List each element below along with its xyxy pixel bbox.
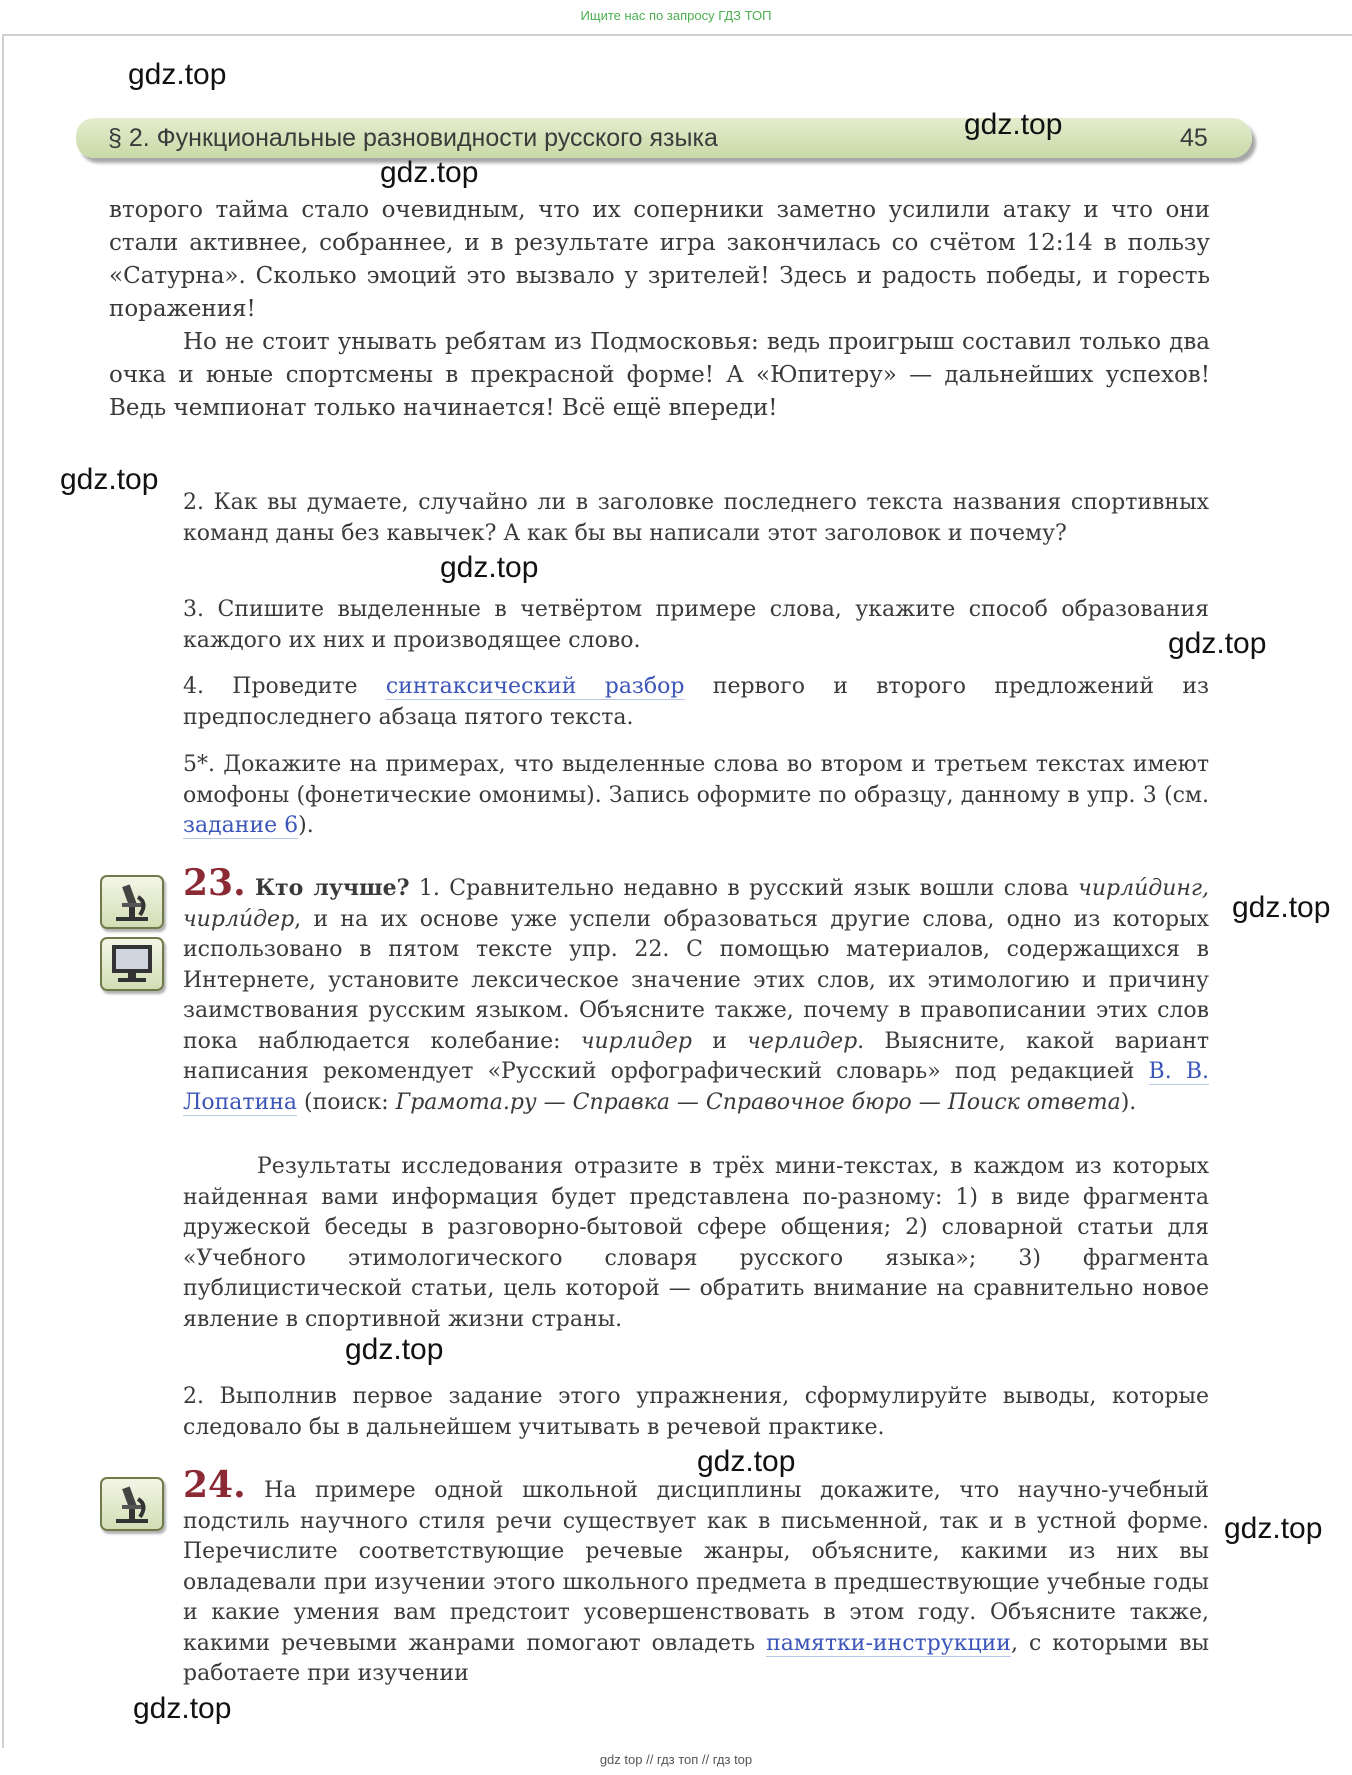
- computer-icon: [100, 937, 164, 991]
- watermark: gdz.top: [964, 108, 1063, 141]
- task-2: 2. Как вы думаете, случайно ли в заголовке последнего текста названия спортивных команд даны без кавычек? А как бы вы написали этот заголовок и почему?: [183, 490, 1209, 546]
- exercise-number: 24.: [183, 1464, 246, 1506]
- watermark: gdz.top: [345, 1333, 444, 1366]
- task-5: 5*. Докажите на примерах, что выделенные слова во втором и третьем текстах имеют омофоны (фонетические омонимы). Запись оформите по образцу, данному в упр. 3 (см. задание 6).: [183, 752, 1209, 838]
- instructions-link[interactable]: памятки-инструкции: [766, 1630, 1011, 1656]
- watermark: gdz.top: [133, 1692, 232, 1725]
- exercise-23: 23. Кто лучше? 1. Сравнительно недавно в русский язык вошли слова чирлúдинг, чирлúдер, и на их основе уже успели образоваться другие слова, одно из которых использовано в пятом тексте упр. 22. С помощью материалов, содержащихся в Интернете, установите лексическое значение этих слов, их этимологию и причину заимствования русским языком. Объясните также, почему в правописании этих слов пока наблюдается колебание: чирлидер и черлидер. Выясните, какой вариант написания рекомендует «Русский орфографический словарь» под редакцией В. В. Лопатина (поиск: Грамота.ру — Справка — Справочное бюро — Поиск ответа).: [183, 862, 1209, 1115]
- lopatin-link[interactable]: В. В. Лопатина: [183, 1059, 1209, 1115]
- exercise-23-task-2: 2. Выполнив первое задание этого упражнения, сформулируйте выводы, которые следовало бы в дальнейшем учитывать в речевой практике.: [183, 1384, 1209, 1440]
- exercise-number: 23.: [183, 862, 246, 904]
- exercise-24: 24. На примере одной школьной дисциплины докажите, что научно-учебный подстиль научного стиля речи существует как в письменной, так и в устной форме. Перечислите соответствующие речевые жанры, объясните, какими из них вы овладевали при изучении этого школьного предмета в предшествующие учебные годы и какие умения вам предстоит усовершенствовать в этом году. Объясните также, какими речевыми жанрами помогают овладеть памятки-инструкции, с которыми вы работаете при изучении: [183, 1464, 1209, 1686]
- paragraph: Но не стоит унывать ребятам из Подмосковья: ведь проигрыш составил только два очка и юные спортсмены в прекрасной форме! А «Юпитеру» — дальнейших успехов! Ведь чемпионат только начинается! Всё ещё впереди!: [109, 329, 1210, 421]
- footer: gdz top // гдз топ // гдз top: [599, 1752, 753, 1767]
- exercise-23-paragraph: Результаты исследования отразите в трёх мини-текстах, в каждом из которых найденная вами информация будет представлена по-разному: 1) в виде фрагмента дружеской беседы в разговорно-бытовой сфере общения; 2) словарной статьи для «Учебного этимологического словаря русского языка»; 3) фрагмента публицистической статьи, цель которой — обратить внимание на сравнительно новое явление в спортивной жизни страны.: [183, 1154, 1209, 1332]
- microscope-icon: [100, 1477, 164, 1531]
- assignment-6-link[interactable]: задание 6: [183, 813, 299, 838]
- watermark: gdz.top: [380, 156, 479, 189]
- watermark: gdz.top: [697, 1445, 796, 1478]
- watermark: gdz.top: [1232, 891, 1331, 924]
- watermark: gdz.top: [128, 58, 227, 91]
- watermark: gdz.top: [440, 551, 539, 584]
- section-title: § 2. Функциональные разновидности русского языка: [108, 124, 718, 152]
- syntax-analysis-link[interactable]: синтаксический разбор: [385, 674, 685, 699]
- microscope-icon: [100, 875, 164, 929]
- watermark: gdz.top: [1224, 1512, 1323, 1545]
- watermark: gdz.top: [60, 463, 159, 496]
- page-number: 45: [1180, 124, 1208, 152]
- task-3: 3. Спишите выделенные в четвёртом примере слова, укажите способ образования каждого их них и производящее слово.: [183, 597, 1209, 653]
- top-banner[interactable]: Ищите нас по запросу ГДЗ ТОП: [580, 8, 772, 23]
- watermark: gdz.top: [1168, 627, 1267, 660]
- task-4: 4. Проведите синтаксический разбор первого и второго предложений из предпоследнего абзаца пятого текста.: [183, 674, 1210, 730]
- paragraph: второго тайма стало очевидным, что их соперники заметно усилили атаку и что они стали активнее, собраннее, и в результате игра закончилась со счётом 12:14 в пользу «Сатурна». Сколько эмоций это вызвало у зрителей! Здесь и радость победы, и горесть поражения!: [109, 197, 1210, 322]
